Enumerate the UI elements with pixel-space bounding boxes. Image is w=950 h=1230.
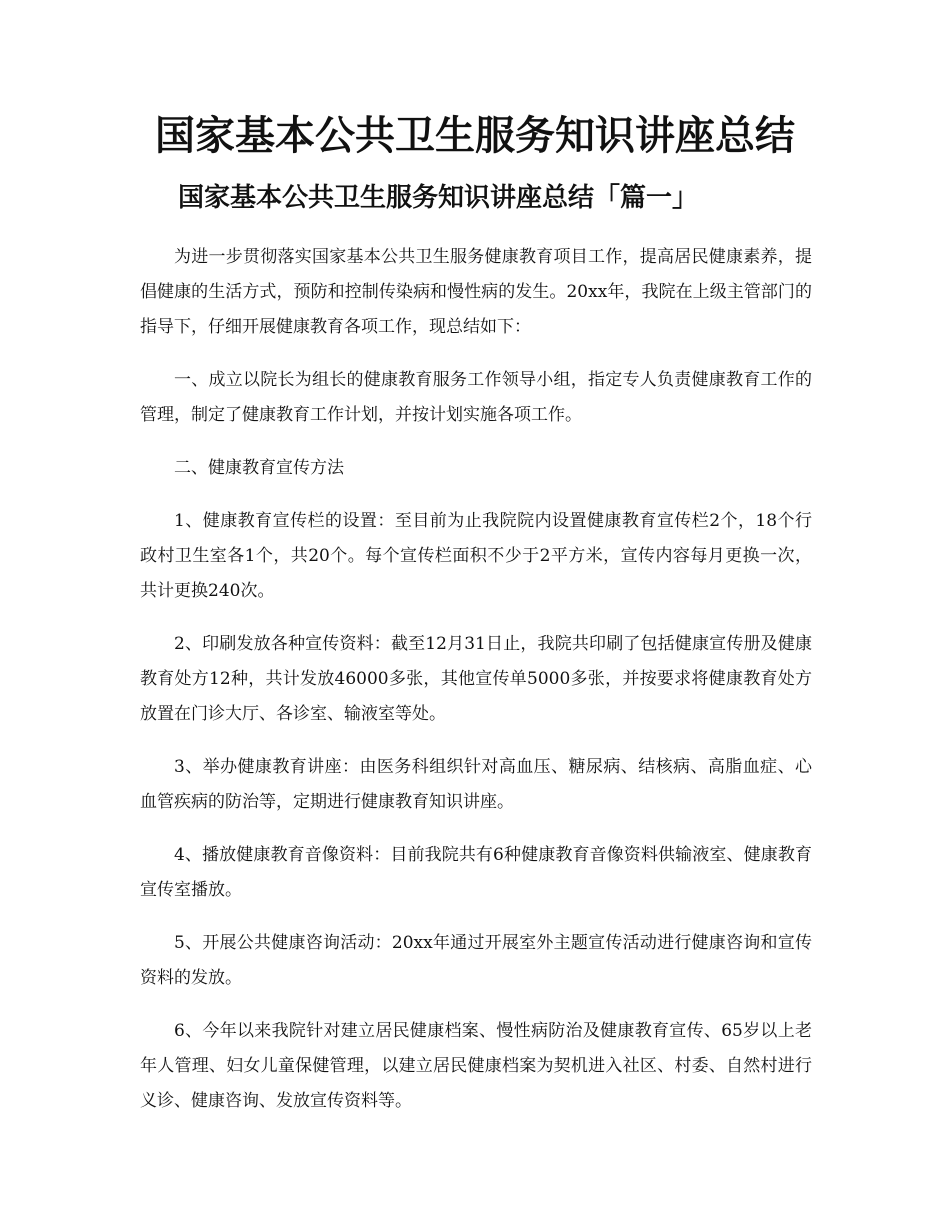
paragraph-leadership-group: 一、成立以院长为组长的健康教育服务工作领导小组，指定专人负责健康教育工作的管理，制定了健康教育工作计划，并按计划实施各项工作。	[140, 370, 812, 425]
paragraph-audio-video: 4、播放健康教育音像资料：目前我院共有6种健康教育音像资料供输液室、健康教育宣传室播放。	[140, 845, 812, 900]
document-body	[140, 240, 812, 1137]
paragraph-consultation: 5、开展公共健康咨询活动：20xx年通过开展室外主题宣传活动进行健康咨询和宣传资料的发放。	[140, 933, 812, 988]
document-title: 国家基本公共卫生服务知识讲座总结	[155, 112, 795, 159]
section-heading: 国家基本公共卫生服务知识讲座总结「篇一」	[178, 183, 699, 213]
paragraph-methods-heading: 二、健康教育宣传方法	[174, 458, 344, 478]
paragraph-bulletin-boards: 1、健康教育宣传栏的设置：至目前为止我院院内设置健康教育宣传栏2个，18个行政村卫生室各1个，共20个。每个宣传栏面积不少于2平方米，宣传内容每月更换一次，共计更换240次。	[140, 511, 812, 601]
paragraph-community-outreach: 6、今年以来我院针对建立居民健康档案、慢性病防治及健康教育宣传、65岁以上老年人管理、妇女儿童保健管理，以建立居民健康档案为契机进入社区、村委、自然村进行义诊、健康咨询、发放宣传资料等。	[140, 1021, 812, 1111]
paragraph-lectures: 3、举办健康教育讲座：由医务科组织针对高血压、糖尿病、结核病、高脂血症、心血管疾病的防治等，定期进行健康教育知识讲座。	[140, 757, 812, 812]
paragraph-intro: 为进一步贯彻落实国家基本公共卫生服务健康教育项目工作，提高居民健康素养，提倡健康的生活方式，预防和控制传染病和慢性病的发生。20xx年，我院在上级主管部门的指导下，仔细开展健康教育各项工作，现总结如下：	[140, 247, 812, 337]
paragraph-printed-materials: 2、印刷发放各种宣传资料：截至12月31日止，我院共印刷了包括健康宣传册及健康教育处方12种，共计发放46000多张，其他宣传单5000多张，并按要求将健康教育处方放置在门诊大厅、各诊室、输液室等处。	[140, 634, 812, 724]
